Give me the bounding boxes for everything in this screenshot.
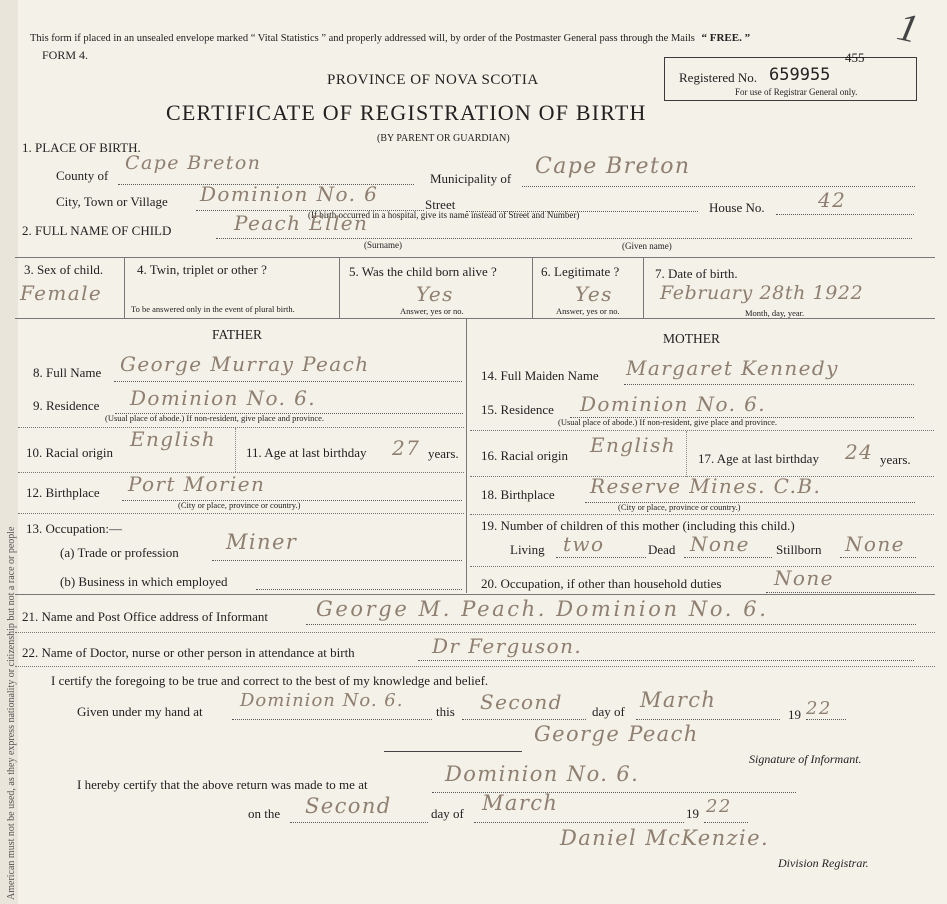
year-suffix: 22 — [806, 698, 832, 719]
father-age-value: 27 — [392, 436, 421, 460]
registered-box — [664, 50, 917, 101]
mother-name-label: 14. Full Maiden Name — [481, 368, 599, 383]
mother-residence-label: 15. Residence — [481, 402, 554, 417]
column-divider — [466, 318, 467, 593]
informant-value: George M. Peach. Dominion No. 6. — [316, 597, 769, 621]
county-value: Cape Breton — [125, 152, 262, 174]
rule — [462, 719, 586, 720]
mother-race-label: 16. Racial origin — [481, 448, 569, 463]
rule — [18, 427, 464, 428]
surname-caption: (Surname) — [364, 240, 402, 250]
given-at-label: Given under my hand at — [77, 704, 203, 719]
father-trade-label: (a) Trade or profession — [60, 545, 179, 560]
registrar-month: March — [482, 791, 559, 815]
rule — [256, 589, 462, 590]
mother-residence-value: Dominion No. 6. — [580, 392, 766, 416]
legitimate-label: 6. Legitimate ? — [541, 264, 620, 279]
registrar-signature: Daniel McKenzie. — [560, 826, 770, 850]
father-birthplace-label: 12. Birthplace — [26, 485, 100, 500]
father-name-value: George Murray Peach — [120, 352, 370, 376]
registered-number: 659955 — [769, 65, 831, 85]
father-age-label: 11. Age at last birthday — [246, 445, 367, 460]
rule — [114, 381, 462, 382]
given-name-caption: (Given name) — [622, 241, 672, 251]
mother-birthplace-label: 18. Birthplace — [481, 487, 555, 502]
house-label: House No. — [709, 200, 765, 215]
doctor-label: 22. Name of Doctor, nurse or other person in attendance at birth — [22, 645, 355, 660]
rule — [636, 719, 780, 720]
father-name-label: 8. Full Name — [33, 365, 102, 380]
mother-residence-note: (Usual place of abode.) If non-resident, give place and province. — [558, 417, 778, 427]
twin-label: 4. Twin, triplet or other ? — [137, 262, 267, 277]
informant-label: 21. Name and Post Office address of Informant — [22, 609, 268, 624]
sex-value: Female — [20, 281, 103, 305]
place-of-birth-heading: 1. PLACE OF BIRTH. — [22, 140, 141, 155]
mother-race-value: English — [590, 433, 677, 457]
rule — [470, 514, 934, 515]
hospital-note: (If birth occurred in a hospital, give its name instead of Street and Number) — [308, 210, 580, 220]
father-occupation-label: 13. Occupation:— — [26, 521, 123, 536]
mother-age-value: 24 — [845, 440, 874, 464]
registrar-place: Dominion No. 6. — [445, 762, 640, 786]
father-heading: FATHER — [212, 327, 263, 342]
mother-occupation-value: None — [774, 566, 834, 590]
rule — [306, 624, 916, 625]
registered-note: For use of Registrar General only. — [735, 87, 858, 97]
rule — [684, 557, 772, 558]
mother-occupation-label: 20. Occupation, if other than household duties — [481, 576, 722, 591]
father-residence-label: 9. Residence — [33, 398, 100, 413]
legitimate-value: Yes — [575, 282, 613, 306]
signature-rule — [384, 751, 522, 752]
registrar-statement: I hereby certify that the above return was made to me at — [77, 777, 368, 792]
mother-birthplace-note: (City or place, province or country.) — [618, 502, 741, 512]
born-alive-value: Yes — [416, 282, 454, 306]
date-of-birth-label: 7. Date of birth. — [655, 266, 738, 281]
street-label: Street — [425, 197, 456, 212]
house-line — [776, 214, 914, 215]
father-race-label: 10. Racial origin — [26, 445, 114, 460]
rule — [15, 666, 935, 667]
municipality-line — [522, 186, 915, 187]
father-residence-note: (Usual place of abode.) If non-resident, give place and province. — [105, 413, 325, 423]
mother-name-value: Margaret Kennedy — [626, 356, 839, 380]
informant-signature: George Peach — [534, 722, 699, 746]
child-name-value: Peach Ellen — [234, 211, 369, 235]
informant-signature-label: Signature of Informant. — [749, 752, 862, 766]
date-of-birth-note: Month, day, year. — [745, 308, 805, 318]
side-note: American must not be used, as they express nationality or citizenship but not a race or people — [6, 526, 17, 900]
rule — [806, 719, 846, 720]
given-at-value: Dominion No. 6. — [240, 690, 404, 711]
rule — [840, 557, 916, 558]
registrar-day: Second — [305, 794, 392, 818]
rule — [624, 384, 914, 385]
rule — [212, 560, 462, 561]
father-age-years: years. — [428, 446, 459, 461]
registrar-year-suffix: 22 — [706, 796, 732, 817]
rule — [290, 822, 428, 823]
registrar-label: Division Registrar. — [778, 856, 869, 870]
rule — [232, 719, 432, 720]
page-subtitle: (BY PARENT OR GUARDIAN) — [377, 133, 510, 144]
rule — [556, 557, 646, 558]
registered-label: Registered No. — [679, 70, 757, 85]
rule — [418, 660, 914, 661]
divider — [235, 428, 236, 472]
dead-value: None — [690, 532, 750, 556]
mother-children-label: 19. Number of children of this mother (including this child.) — [481, 518, 795, 533]
doctor-value: Dr Ferguson. — [432, 634, 583, 658]
stillborn-value: None — [845, 532, 905, 556]
father-birthplace-value: Port Morien — [128, 472, 266, 496]
rule — [15, 632, 935, 633]
rule — [704, 822, 748, 823]
row-top-rule — [15, 257, 935, 258]
mail-notice-text: This form if placed in an unsealed envelope marked “ Vital Statistics ” and properly addressed will, by order of the Postmaster General pass through the Mails — [30, 33, 695, 44]
year-prefix: 19 — [788, 707, 801, 722]
on-the-label: on the — [248, 806, 281, 821]
municipality-label: Municipality of — [430, 171, 512, 186]
side-strip — [0, 0, 18, 904]
this-label: this — [436, 704, 455, 719]
father-business-label: (b) Business in which employed — [60, 574, 228, 589]
rule — [470, 430, 934, 431]
page-title: CERTIFICATE OF REGISTRATION OF BIRTH — [166, 100, 647, 125]
living-value: two — [563, 532, 605, 556]
date-of-birth-value: February 28th 1922 — [660, 282, 864, 304]
divider — [339, 257, 340, 318]
registered-struck-number: 455 — [845, 50, 865, 65]
father-race-value: English — [130, 427, 217, 451]
mother-age-label: 17. Age at last birthday — [698, 451, 819, 466]
sex-label: 3. Sex of child. — [24, 262, 104, 277]
city-label: City, Town or Village — [56, 194, 168, 209]
day-of-label: day of — [592, 704, 625, 719]
divider — [643, 257, 644, 318]
born-alive-label: 5. Was the child born alive ? — [349, 264, 497, 279]
divider — [686, 431, 687, 477]
mother-heading: MOTHER — [663, 331, 720, 346]
rule — [18, 513, 464, 514]
child-name-label: 2. FULL NAME OF CHILD — [22, 223, 172, 238]
form-number: FORM 4. — [42, 48, 89, 62]
father-residence-value: Dominion No. 6. — [130, 386, 316, 410]
rule — [474, 822, 684, 823]
free-label: “ FREE. ” — [701, 32, 751, 44]
rule — [766, 592, 916, 593]
living-label: Living — [510, 542, 545, 557]
father-birthplace-note: (City or place, province or country.) — [178, 500, 301, 510]
dead-label: Dead — [648, 542, 676, 557]
twin-note: To be answered only in the event of plural birth. — [131, 304, 295, 314]
registrar-year-prefix: 19 — [686, 806, 699, 821]
row-bottom-rule — [15, 318, 935, 319]
mail-notice — [30, 32, 750, 44]
born-alive-note: Answer, yes or no. — [400, 306, 464, 316]
rule — [470, 566, 934, 567]
divider — [532, 257, 533, 318]
divider — [124, 257, 125, 318]
certify-statement: I certify the foregoing to be true and correct to the best of my knowledge and belief. — [51, 673, 489, 688]
city-value: Dominion No. 6 — [200, 182, 379, 206]
month-value: March — [640, 688, 717, 712]
mother-birthplace-value: Reserve Mines. C.B. — [590, 474, 822, 498]
section-rule — [15, 594, 935, 595]
house-value: 42 — [818, 188, 847, 212]
municipality-value: Cape Breton — [535, 154, 691, 179]
stillborn-label: Stillborn — [776, 542, 822, 557]
mother-age-years: years. — [880, 452, 911, 467]
child-name-line — [216, 238, 912, 239]
county-label: County of — [56, 168, 109, 183]
province-heading: PROVINCE OF NOVA SCOTIA — [327, 72, 539, 88]
legitimate-note: Answer, yes or no. — [556, 306, 620, 316]
corner-mark: 1 — [893, 3, 923, 52]
registrar-day-of-label: day of — [431, 806, 464, 821]
this-day-value: Second — [480, 690, 563, 714]
father-trade-value: Miner — [226, 530, 298, 554]
